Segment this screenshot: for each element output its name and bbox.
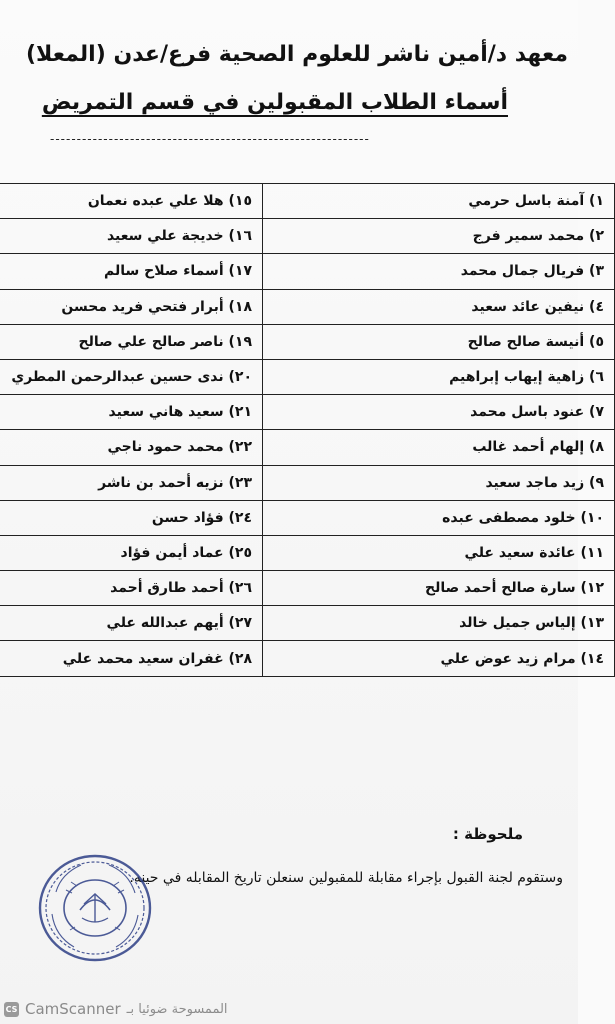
table-row xyxy=(0,606,615,641)
student-name-cell: ٢٧) أيهم عبدالله علي xyxy=(0,606,263,641)
students-table xyxy=(0,183,615,677)
student-name-cell: ١١) عائدة سعيد علي xyxy=(263,535,615,570)
camscanner-logo-icon: CS xyxy=(4,1002,19,1017)
student-name-cell: ٢٤) فؤاد حسن xyxy=(0,500,263,535)
student-name-cell: ٢٣) نزيه أحمد بن ناشر xyxy=(0,465,263,500)
student-name-cell: ٩) زيد ماجد سعيد xyxy=(263,465,615,500)
note-text: وستقوم لجنة القبول بإجراء مقابلة للمقبولين سنعلن تاريخ المقابله في حينه. xyxy=(129,870,563,886)
student-name-cell: ١٦) خديجة علي سعيد xyxy=(0,219,263,254)
table-row xyxy=(0,219,615,254)
student-name-cell: ١٥) هلا علي عبده نعمان xyxy=(0,184,263,219)
table-row xyxy=(0,465,615,500)
student-name-cell: ٢) محمد سمير فرج xyxy=(263,219,615,254)
student-name-cell: ٢١) سعيد هاني سعيد xyxy=(0,395,263,430)
table-row xyxy=(0,500,615,535)
student-name-cell: ٦) زاهية إيهاب إبراهيم xyxy=(263,359,615,394)
student-name-cell: ٢٢) محمد حمود ناجي xyxy=(0,430,263,465)
table-row xyxy=(0,359,615,394)
student-name-cell: ١٨) أبرار فتحي فريد محسن xyxy=(0,289,263,324)
footer-scan-text: الممسوحة ضوئيا بـ xyxy=(126,1001,228,1017)
student-name-cell: ١) آمنة باسل حرمي xyxy=(263,184,615,219)
institute-title: معهد د/أمين ناشر للعلوم الصحية فرع/عدن (المعلا) xyxy=(26,42,568,67)
student-name-cell: ١٣) إلياس جميل خالد xyxy=(263,606,615,641)
student-name-cell: ٢٥) عماد أيمن فؤاد xyxy=(0,535,263,570)
student-name-cell: ٣) فريال جمال محمد xyxy=(263,254,615,289)
table-row xyxy=(0,289,615,324)
divider-line: ------------------------------------------------------------ xyxy=(50,132,370,146)
student-name-cell: ١٢) سارة صالح أحمد صالح xyxy=(263,571,615,606)
student-name-cell: ٥) أنيسة صالح صالح xyxy=(263,324,615,359)
student-name-cell: ٢٠) ندى حسين عبدالرحمن المطري xyxy=(0,359,263,394)
student-name-cell: ١٩) ناصر صالح علي صالح xyxy=(0,324,263,359)
table-row xyxy=(0,535,615,570)
table-row xyxy=(0,184,615,219)
table-row xyxy=(0,571,615,606)
table-row xyxy=(0,430,615,465)
student-name-cell: ٢٨) غفران سعيد محمد علي xyxy=(0,641,263,676)
student-name-cell: ٢٦) أحمد طارق أحمد xyxy=(0,571,263,606)
student-name-cell: ١٤) مرام زيد عوض علي xyxy=(263,641,615,676)
student-name-cell: ١٧) أسماء صلاح سالم xyxy=(0,254,263,289)
note-label: ملحوظة : xyxy=(452,825,523,843)
table-row xyxy=(0,324,615,359)
student-name-cell: ١٠) خلود مصطفى عبده xyxy=(263,500,615,535)
scan-footer xyxy=(0,996,228,1022)
footer-brand: CamScanner xyxy=(25,1000,121,1018)
official-seal-icon xyxy=(36,852,154,964)
student-name-cell: ٤) نيفين عائد سعيد xyxy=(263,289,615,324)
page-subtitle: أسماء الطلاب المقبولين في قسم التمريض xyxy=(41,90,508,115)
student-name-cell: ٨) إلهام أحمد غالب xyxy=(263,430,615,465)
table-row xyxy=(0,254,615,289)
table-row xyxy=(0,641,615,676)
table-row xyxy=(0,395,615,430)
student-name-cell: ٧) عنود باسل محمد xyxy=(263,395,615,430)
